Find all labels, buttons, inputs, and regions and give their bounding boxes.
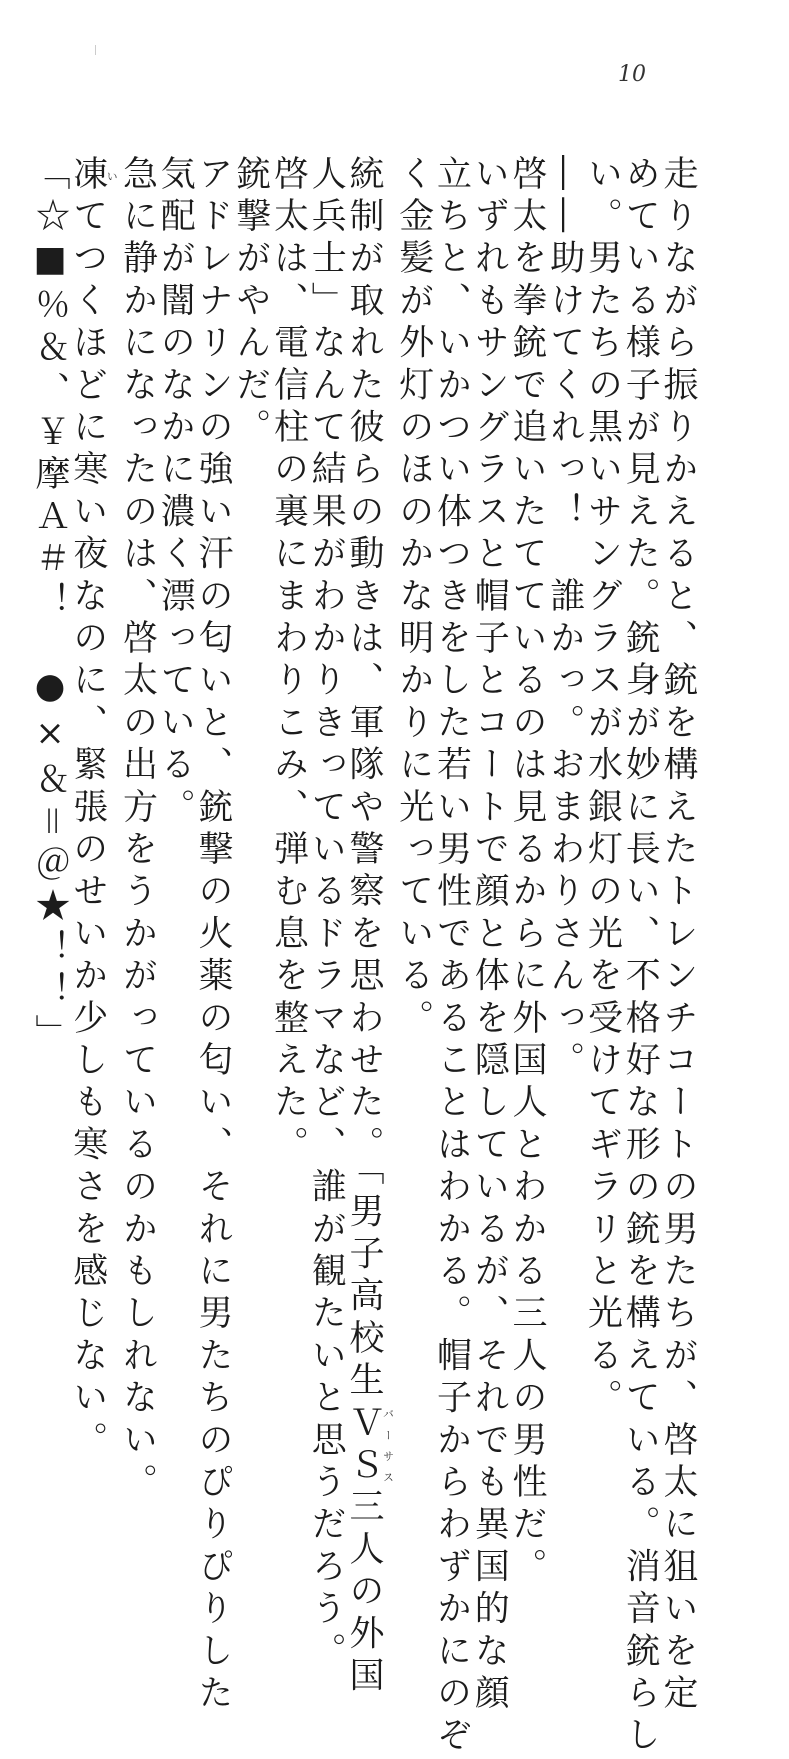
text-segment: く金髪が外灯のほのかな明かりに光っている。	[393, 155, 434, 1042]
ruby-text	[67, 155, 119, 198]
page-number: 10	[618, 62, 646, 87]
text-line	[620, 155, 661, 1759]
text-segment: 統制が取れた彼らの動きは、軍隊や警察を思わせた。「男子高校生	[344, 155, 384, 1404]
text-line	[67, 155, 119, 1464]
text-line	[507, 155, 547, 1590]
text-line	[156, 155, 194, 1115]
text-segment: 人兵士」なんて結果がわかりきっているドラマなど、誰が観たいと思うだろう。	[306, 155, 347, 1675]
text-segment: めている様子が見えた。銃身が妙に長い、不格好な形の銃を構えている。消音銃らし	[620, 155, 661, 1759]
text-line	[344, 155, 395, 1699]
text-segment: 銃撃がやんだ。	[230, 155, 271, 451]
text-segment: 気配が闇のなかに濃く漂っている。	[155, 155, 196, 831]
ruby-annotation: い	[105, 155, 119, 198]
text-line	[658, 155, 698, 1717]
text-line	[268, 155, 309, 1168]
text-segment: い。男たちの黒いサングラスが水銀灯の光を受けてギラリと光る。	[582, 155, 623, 1421]
text-line	[306, 155, 347, 1675]
text-line	[193, 155, 233, 1717]
text-segment: てつくほどに寒い夜なのに、緊張のせいか少しも寒さを感じない。	[67, 197, 108, 1464]
text-segment: アドレナリンの強い汗の匂いと、銃撃の火薬の匂い、それに男たちのぴりぴりした	[193, 155, 233, 1717]
text-line	[545, 155, 583, 1115]
text-segment: 立ちと、いかつい体つきをした若い男性であることはわかる。帽子からわずかにのぞ	[431, 155, 472, 1759]
margin-mark	[95, 45, 96, 55]
text-line	[394, 155, 432, 1115]
text-segment: 三人の外国	[344, 1487, 384, 1699]
text-line	[231, 155, 269, 1115]
ruby-base: ＶＳ	[344, 1403, 384, 1488]
ruby-base: 凍	[67, 155, 108, 198]
text-segment: 啓太は、電信柱の裏にまわりこみ、弾む息を整えた。	[268, 155, 309, 1168]
ruby-text	[344, 1403, 395, 1488]
text-segment: 走りながら振りかえると、銃を構えたトレンチコートの男たちが、啓太に狙いを定	[658, 155, 698, 1717]
text-line	[431, 155, 472, 1759]
ruby-annotation: バーサス	[381, 1403, 395, 1488]
text-line	[469, 155, 510, 1717]
text-segment: 啓太を拳銃で追いたてているのは見るからに外国人とわかる三人の男性だ。	[507, 155, 547, 1590]
text-line	[582, 155, 623, 1421]
text-segment: 急に静かになったのは、啓太の出方をうかがっているのかもしれない。	[117, 155, 158, 1506]
text-segment: 「☆■％＆、￥摩Ａ＃！ ●×＆＝＠★！！」	[30, 155, 70, 1057]
text-line	[30, 155, 68, 1115]
body-text	[30, 155, 698, 1759]
text-segment: ――助けてくれっ！ 誰かっ。おまわりさんっ。	[544, 155, 585, 1084]
text-segment: いずれもサングラスと帽子とコートで顔と体を隠しているが、それでも異国的な顔	[469, 155, 510, 1717]
text-line	[117, 155, 158, 1506]
